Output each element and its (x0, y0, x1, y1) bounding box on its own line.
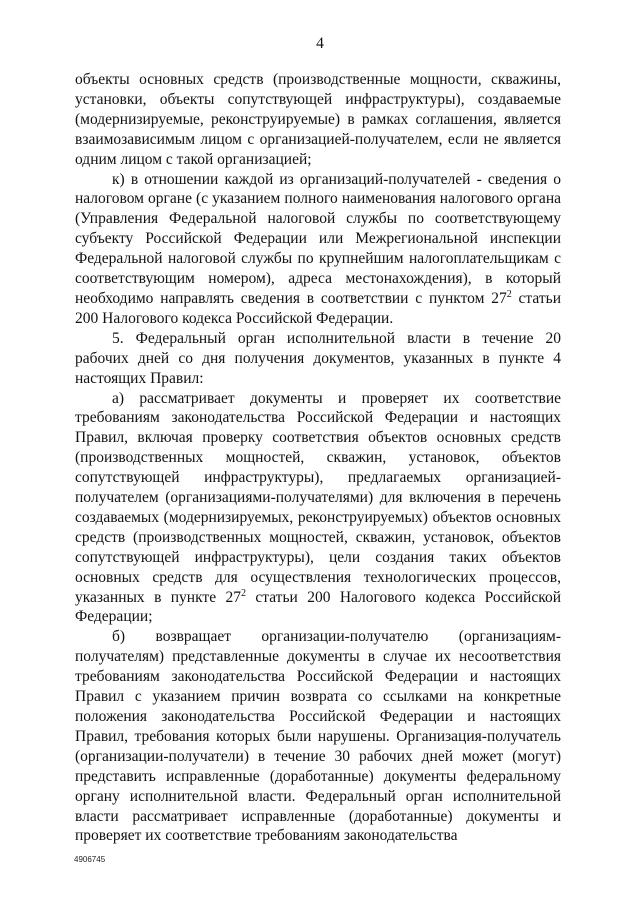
paragraph-a-text-end: статьи 200 Налогового кодекса Российской Федерации; (75, 588, 561, 626)
document-id-number: 4906745 (74, 855, 106, 864)
superscript-2: 2 (240, 587, 246, 599)
document-body (75, 70, 561, 846)
paragraph-b: б) возвращает организации-получателю (организациям-получателям) представленные документы в случае их несоответствия требованиям законодательства Российской Федерации и настоящих Правил с указанием причин возврата со ссылками на конкретные положения законодательства Российской Федерации и настоящих Правил, требования которых были нарушены. Организация-получатель (организации-получатели) в течение 30 рабочих дней может (могут) представить исправленные (доработанные) документы федеральному органу исполнительной власти. Федеральный орган исполнительной власти рассматривает исправленные (доработанные) документы и проверяет их соответствие требованиям законодательства (75, 628, 561, 845)
paragraph-continuation: объекты основных средств (производственные мощности, скважины, установки, объекты сопутствующей инфраструктуры), создаваемые (модернизируемые, реконструируемые) в рамках соглашения, является взаимозависимым лицом с организацией-получателем, если не является одним лицом с такой организацией; (75, 71, 561, 168)
page-number: 4 (316, 35, 324, 52)
paragraph-a (75, 389, 561, 628)
paragraph-k-text-end: статьи 200 Налогового кодекса Российской Федерации. (75, 289, 562, 327)
paragraph-k (75, 170, 561, 329)
paragraph-a-text: а) рассматривает документы и проверяет их соответствие требованиям законодательства Российской Федерации и настоящих Правил, включая проверку соответствия объектов основных средств (производственных мощностей, скважин, установок, объектов сопутствующей инфраструктуры), предлагаемых организацией-получателем (организациями-получателями) для включения в перечень создаваемых (модернизируемых, реконструируемых) объектов основных средств (производственных мощностей, скважин, установок, объектов сопутствующей инфраструктуры), цели создания таких объектов основных средств для осуществления технологических процессов, указанных в пункте 27 (75, 389, 561, 606)
superscript-2: 2 (506, 288, 512, 300)
paragraph-k-text: к) в отношении каждой из организаций-получателей - сведения о налоговом органе (с указанием полного наименования налогового органа (Управления Федеральной налоговой службы по соответствующему субъекту Российской Федерации или Межрегиональной инспекции Федеральной налоговой службы по крупнейшим налогоплательщикам с соответствующим номером), адреса местонахождения), в который необходимо направлять сведения в соответствии с пунктом 27 (75, 170, 561, 307)
paragraph-5: 5. Федеральный орган исполнительной власти в течение 20 рабочих дней со дня получения документов, указанных в пункте 4 настоящих Правил: (75, 329, 561, 387)
